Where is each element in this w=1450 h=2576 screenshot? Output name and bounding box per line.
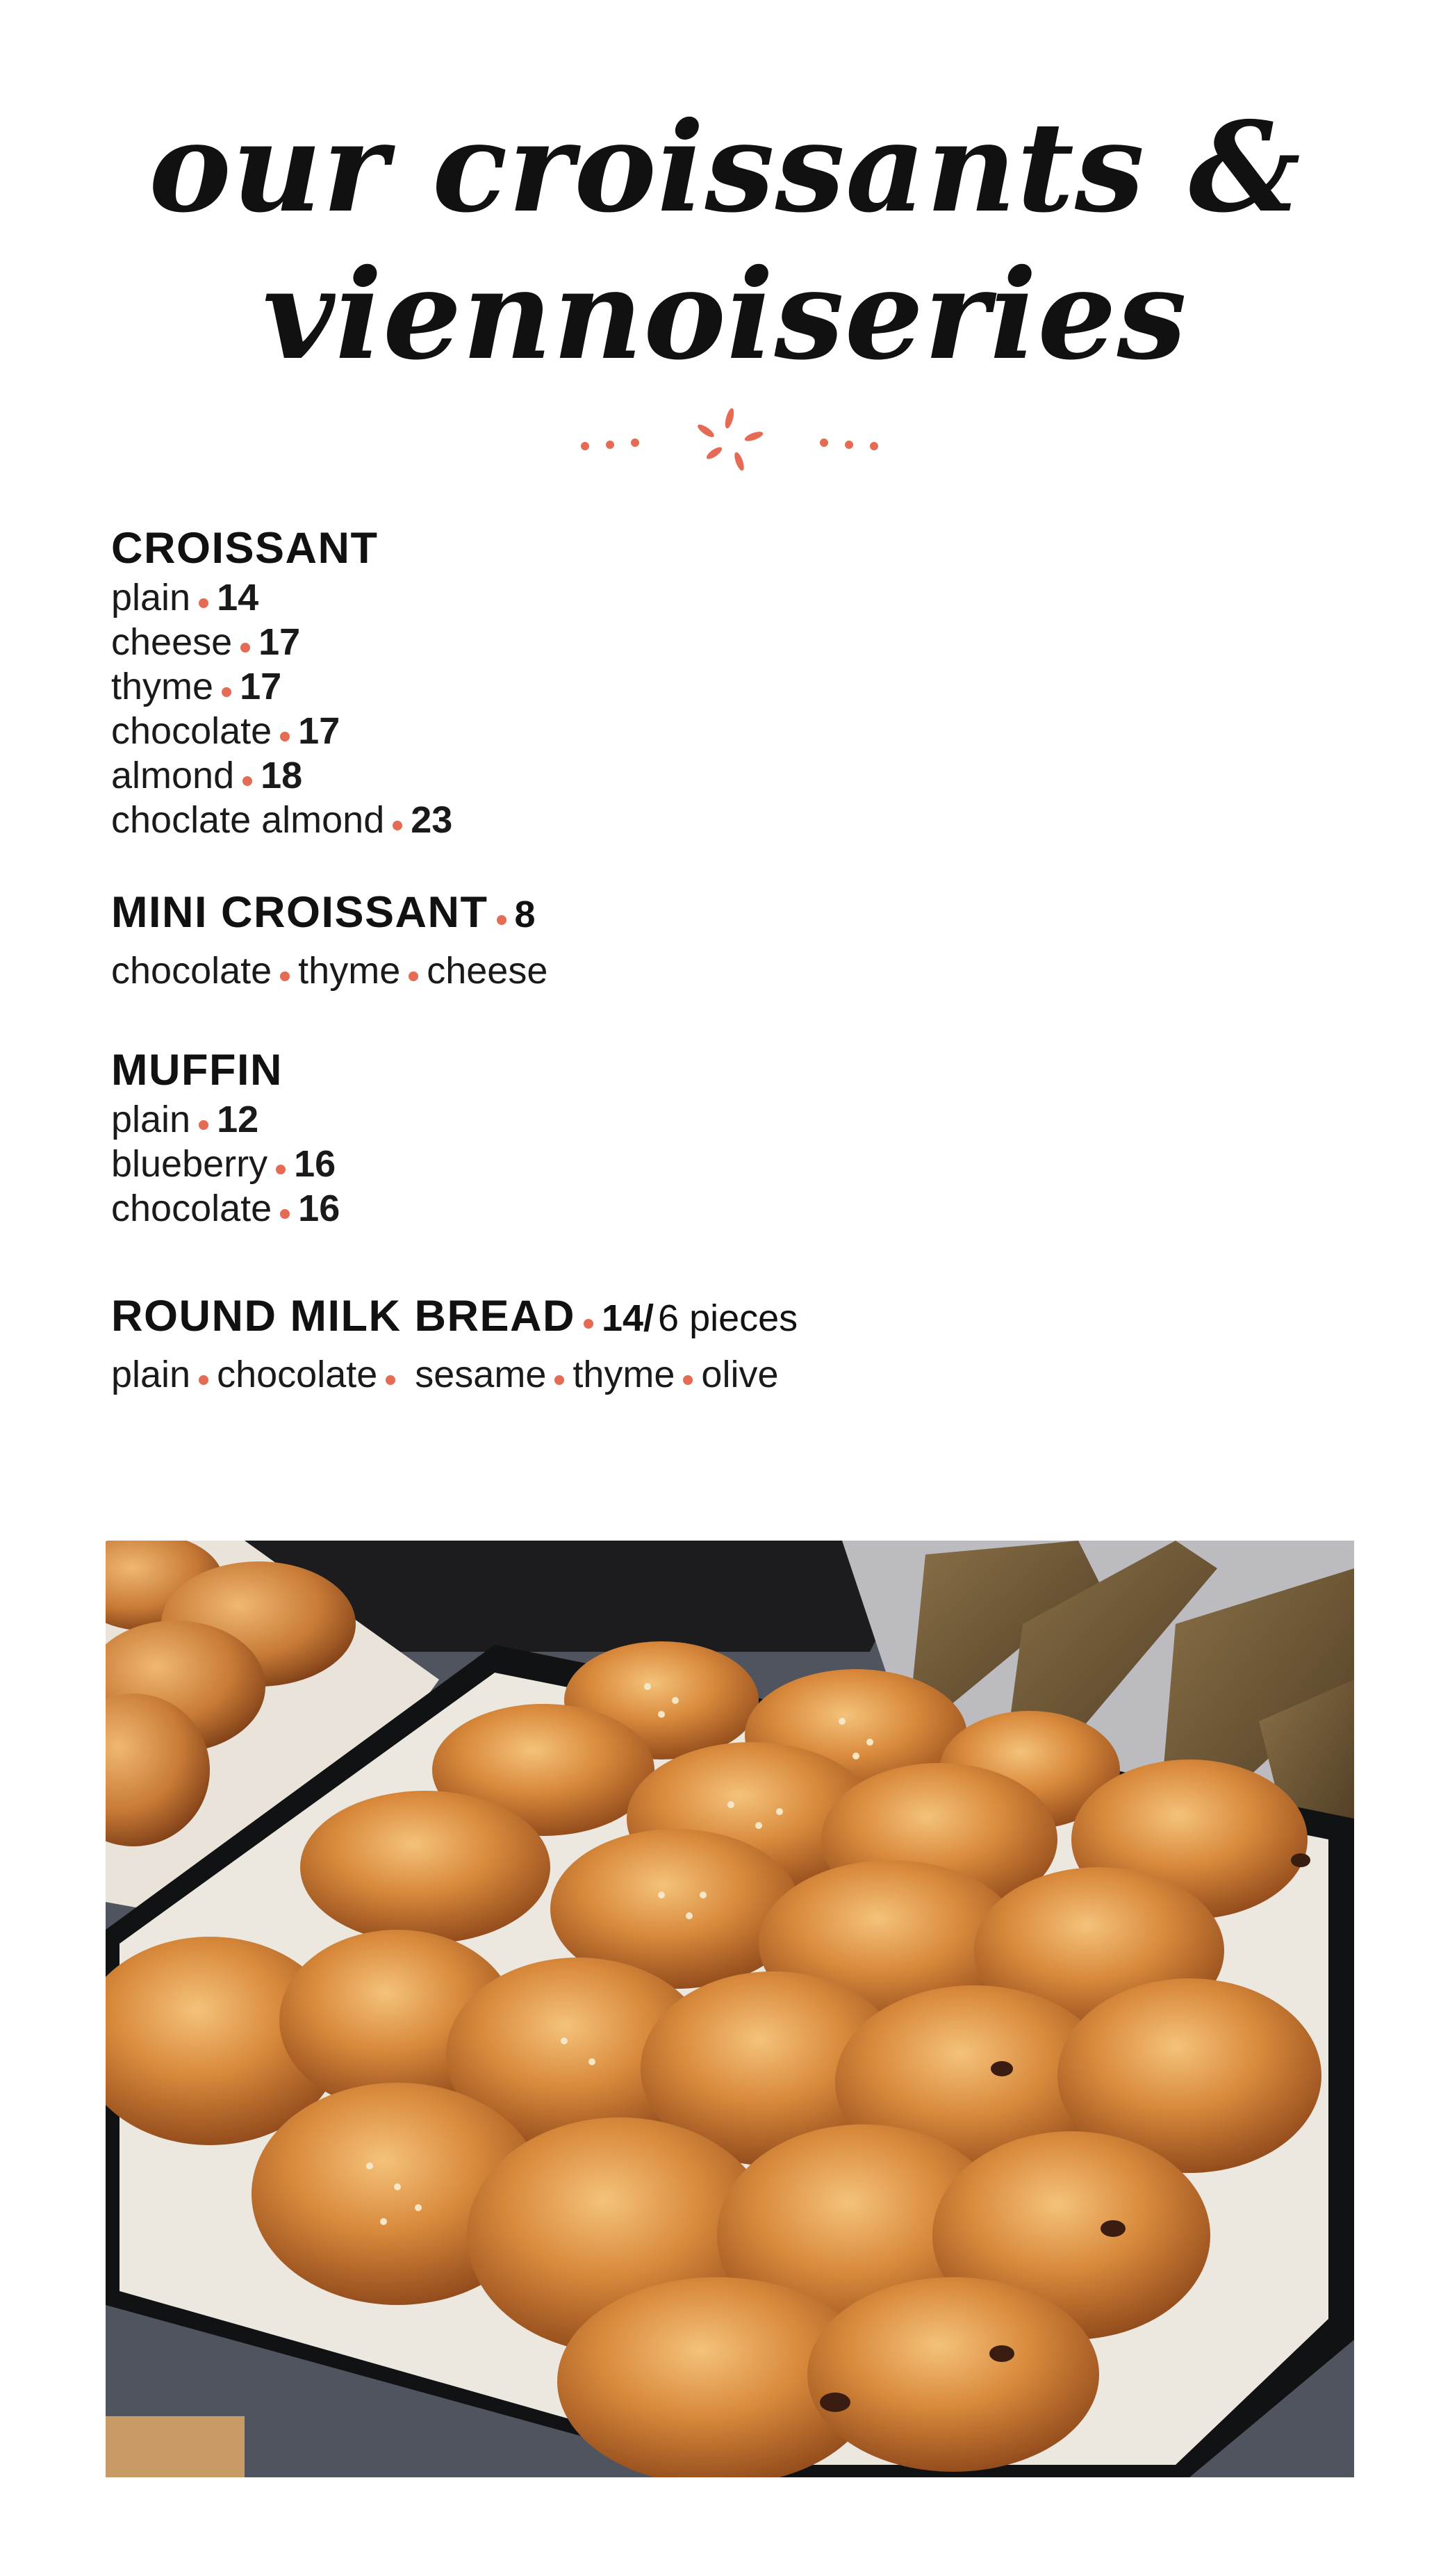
item-price: 18 xyxy=(261,755,303,796)
item-price: 17 xyxy=(298,710,340,752)
variant: chocolate xyxy=(217,1354,378,1395)
section-price: 14/ xyxy=(601,1297,654,1339)
item-price: 23 xyxy=(411,799,453,841)
variant-list xyxy=(111,949,1292,993)
pastries-photo xyxy=(106,1541,1354,2477)
item-price: 17 xyxy=(258,621,301,663)
item-name: plain xyxy=(111,1099,191,1140)
variant: thyme xyxy=(298,950,401,992)
separator-dot-icon xyxy=(683,1375,693,1385)
separator-dot-icon xyxy=(276,1165,286,1174)
item-name: thyme xyxy=(111,666,214,707)
separator-dot-icon xyxy=(199,1375,208,1385)
section-muffin xyxy=(111,1043,1292,1231)
variant: thyme xyxy=(572,1354,675,1395)
section-heading: CROISSANT xyxy=(111,524,379,573)
section-round-milk-bread xyxy=(111,1289,1292,1397)
decorative-sparkle-divider xyxy=(570,403,889,479)
variant: sesame xyxy=(415,1354,547,1395)
item-price: 12 xyxy=(217,1099,259,1140)
separator-dot-icon xyxy=(393,821,402,830)
menu-title-line-1: our croissants & xyxy=(149,95,1301,240)
separator-dot-icon xyxy=(222,687,231,697)
item-name: plain xyxy=(111,577,191,618)
section-heading-row xyxy=(111,1289,1292,1345)
variant: cheese xyxy=(427,950,548,992)
variant: olive xyxy=(701,1354,779,1395)
separator-dot-icon xyxy=(554,1375,564,1385)
separator-dot-icon xyxy=(199,598,208,608)
item-name: chocolate xyxy=(111,710,272,752)
menu-item xyxy=(111,1097,1292,1142)
section-heading-row xyxy=(111,885,1292,942)
section-unit: 6 pieces xyxy=(658,1297,798,1339)
separator-dot-icon xyxy=(497,915,506,925)
item-price: 14 xyxy=(217,577,259,618)
variant: chocolate xyxy=(111,950,272,992)
variant: plain xyxy=(111,1354,191,1395)
item-price: 16 xyxy=(294,1143,336,1185)
variant-list xyxy=(111,1352,1292,1397)
menu-item xyxy=(111,1142,1292,1186)
separator-dot-icon xyxy=(280,732,290,741)
item-name: chocolate xyxy=(111,1188,272,1229)
section-heading: ROUND MILK BREAD xyxy=(111,1292,575,1340)
menu-item xyxy=(111,664,1292,709)
menu-title xyxy=(0,94,1450,388)
section-heading: MINI CROISSANT xyxy=(111,888,488,937)
menu-item xyxy=(111,620,1292,664)
menu-item xyxy=(111,575,1292,620)
item-name: choclate almond xyxy=(111,799,385,841)
section-croissant xyxy=(111,521,1292,842)
section-mini-croissant xyxy=(111,885,1292,993)
section-price: 8 xyxy=(514,894,536,935)
item-name: blueberry xyxy=(111,1143,268,1185)
section-heading: MUFFIN xyxy=(111,1046,283,1094)
item-price: 16 xyxy=(298,1188,340,1229)
menu-item xyxy=(111,798,1292,842)
separator-dot-icon xyxy=(386,1375,395,1385)
menu-item xyxy=(111,753,1292,798)
menu-item xyxy=(111,709,1292,753)
menu-list xyxy=(111,521,1292,1397)
item-name: cheese xyxy=(111,621,233,663)
menu-title-line-2: viennoiseries xyxy=(263,242,1187,387)
separator-dot-icon xyxy=(199,1120,208,1130)
separator-dot-icon xyxy=(280,971,290,981)
separator-dot-icon xyxy=(280,1209,290,1219)
item-price: 17 xyxy=(240,666,282,707)
pastries-tray-illustration xyxy=(106,1541,1354,2477)
separator-dot-icon xyxy=(409,971,418,981)
separator-dot-icon xyxy=(240,643,250,653)
item-name: almond xyxy=(111,755,235,796)
separator-dot-icon xyxy=(242,776,252,786)
menu-item xyxy=(111,1186,1292,1231)
separator-dot-icon xyxy=(584,1319,593,1329)
